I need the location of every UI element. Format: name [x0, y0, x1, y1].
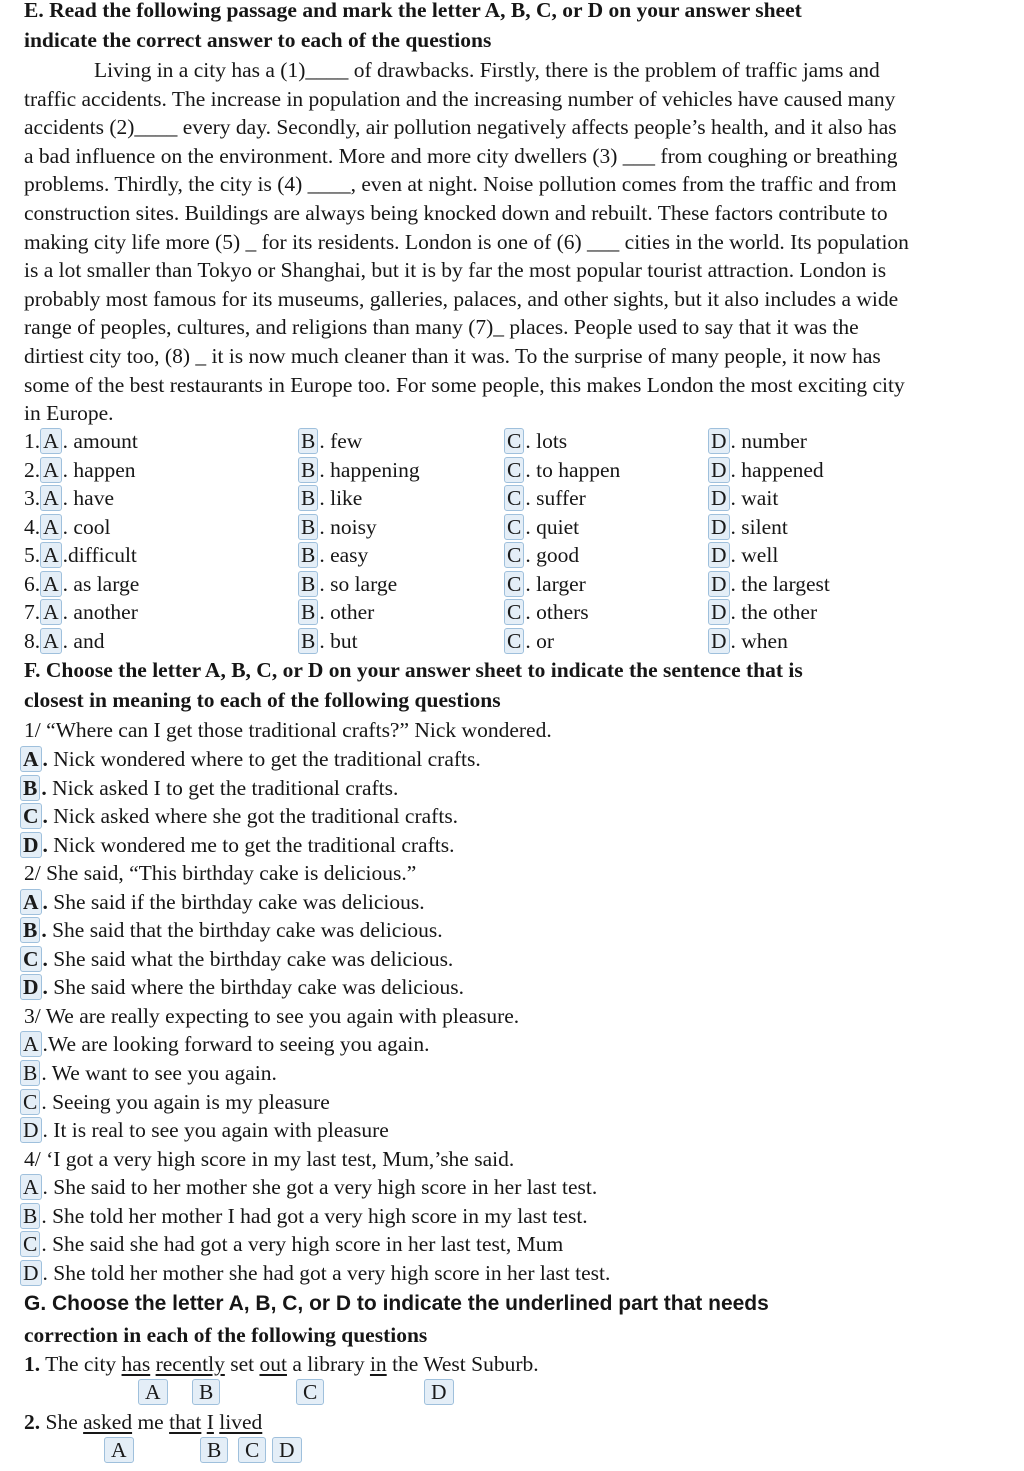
- option-dot: .: [525, 486, 531, 510]
- g-question-1-answer-a[interactable]: [138, 1379, 169, 1405]
- option-letter-c: C: [296, 1379, 324, 1405]
- g-question-1-answer-c[interactable]: [296, 1379, 325, 1405]
- question-row-6-a[interactable]: [24, 570, 139, 598]
- underlined-part-b: that: [169, 1410, 202, 1434]
- option-dot: .: [41, 1204, 47, 1228]
- option-letter-b: B: [20, 775, 40, 801]
- question-row-1-c[interactable]: [504, 427, 567, 455]
- underlined-part-c: I: [206, 1410, 214, 1434]
- option-letter-b: B: [298, 628, 318, 654]
- option-dot: .: [42, 1118, 48, 1142]
- option-text: happened: [741, 458, 824, 482]
- option-letter-a: A: [40, 542, 62, 568]
- option-letter-b: B: [298, 571, 318, 597]
- f-question-1-option-d[interactable]: [20, 831, 454, 859]
- option-text: as large: [73, 572, 140, 596]
- option-letter-c: C: [504, 628, 524, 654]
- option-dot: .: [62, 629, 69, 653]
- option-letter-a: A: [40, 628, 62, 654]
- option-text: She said she had got a very high score in her last test, Mum: [52, 1232, 564, 1256]
- question-row-3-b[interactable]: [298, 484, 362, 512]
- f-question-3-option-a[interactable]: [20, 1030, 429, 1058]
- question-row-2-b[interactable]: [298, 456, 420, 484]
- option-text: She said to her mother she got a very high score in her last test.: [53, 1175, 598, 1199]
- option-letter-c: C: [504, 599, 524, 625]
- option-dot: .: [42, 890, 48, 914]
- option-dot: .: [730, 572, 736, 596]
- passage-line: problems. Thirdly, the city is (4) ____, even at night. Noise pollution comes from the traffic and from: [24, 172, 897, 196]
- question-number: 2.: [24, 1410, 41, 1434]
- question-number: 7.: [24, 600, 41, 624]
- option-dot: .: [525, 572, 531, 596]
- question-number: 2.: [24, 458, 41, 482]
- passage-line: dirtiest city too, (8) _ it is now much cleaner than it was. To the surprise of many people, it now has: [24, 344, 881, 368]
- question-row-8-b[interactable]: [298, 627, 358, 655]
- option-letter-b: B: [298, 599, 318, 625]
- option-text: like: [330, 486, 363, 510]
- passage-line: construction sites. Buildings are always being knocked down and rebuilt. These factors contribute to: [24, 201, 888, 225]
- f-question-4-option-b[interactable]: [20, 1202, 588, 1230]
- option-text: She told her mother I had got a very high score in my last test.: [52, 1204, 588, 1228]
- option-letter-b: B: [20, 917, 40, 943]
- option-text: well: [741, 543, 779, 567]
- question-row-8-c[interactable]: [504, 627, 554, 655]
- option-letter-a: A: [40, 457, 62, 483]
- question-row-5-b[interactable]: [298, 541, 368, 569]
- option-letter-b: B: [298, 428, 318, 454]
- option-dot: .: [42, 804, 48, 828]
- option-letter-d: D: [20, 1117, 42, 1143]
- option-text: happen: [73, 458, 136, 482]
- question-row-3-d[interactable]: [708, 484, 778, 512]
- option-text: amount: [73, 429, 138, 453]
- option-letter-d: D: [424, 1379, 454, 1405]
- option-text: suffer: [536, 486, 586, 510]
- option-letter-b: B: [298, 457, 318, 483]
- option-text: noisy: [330, 515, 377, 539]
- option-letter-a: A: [104, 1437, 134, 1463]
- f-question-1-prompt: 1/ “Where can I get those traditional crafts?” Nick wondered.: [24, 718, 552, 742]
- option-dot: .: [41, 918, 47, 942]
- option-dot: .: [62, 429, 69, 453]
- option-dot: .: [525, 458, 531, 482]
- option-dot: .: [319, 486, 325, 510]
- option-dot: .: [42, 1032, 48, 1056]
- option-text: She said what the birthday cake was delicious.: [53, 947, 454, 971]
- sentence-text: set: [224, 1352, 260, 1376]
- option-dot: .: [41, 776, 47, 800]
- option-dot: .: [62, 543, 69, 567]
- option-letter-d: D: [708, 457, 730, 483]
- option-text: difficult: [68, 543, 137, 567]
- option-dot: .: [42, 947, 48, 971]
- question-row-1-d[interactable]: [708, 427, 807, 455]
- option-text: She said if the birthday cake was delicious.: [53, 890, 425, 914]
- option-text: She said that the birthday cake was delicious.: [52, 918, 443, 942]
- section-f-title-line-1: F. Choose the letter A, B, C, or D on your answer sheet to indicate the sentence that is: [24, 658, 803, 682]
- option-text: and: [73, 629, 105, 653]
- option-letter-a: A: [20, 889, 42, 915]
- option-letter-d: D: [708, 542, 730, 568]
- f-question-3-prompt: 3/ We are really expecting to see you again with pleasure.: [24, 1004, 520, 1028]
- option-text: larger: [536, 572, 586, 596]
- option-text: Nick wondered where to get the traditional crafts.: [53, 747, 481, 771]
- option-text: cool: [73, 515, 111, 539]
- option-letter-a: A: [20, 746, 42, 772]
- f-question-4-prompt: 4/ ‘I got a very high score in my last test, Mum,’she said.: [24, 1147, 515, 1171]
- option-text: We want to see you again.: [51, 1061, 277, 1085]
- option-dot: .: [730, 515, 736, 539]
- question-row-4-a[interactable]: [24, 513, 110, 541]
- question-row-7-a[interactable]: [24, 598, 138, 626]
- option-text: good: [536, 543, 580, 567]
- passage-line: is a lot smaller than Tokyo or Shanghai, but it is by far the most popular tourist attraction. London is: [24, 258, 887, 282]
- option-text: the other: [741, 600, 818, 624]
- question-number: 6.: [24, 572, 41, 596]
- sentence-text: a library: [286, 1352, 370, 1376]
- option-dot: .: [42, 975, 48, 999]
- f-question-3-option-d[interactable]: [20, 1116, 389, 1144]
- f-question-2-option-d[interactable]: [20, 973, 464, 1001]
- option-letter-d: D: [708, 628, 730, 654]
- option-letter-b: B: [298, 485, 318, 511]
- option-dot: .: [525, 543, 531, 567]
- question-row-3-c[interactable]: [504, 484, 586, 512]
- option-dot: .: [730, 458, 736, 482]
- option-text: to happen: [536, 458, 621, 482]
- option-text: She told her mother she had got a very high score in her last test.: [53, 1261, 611, 1285]
- option-text: so large: [330, 572, 398, 596]
- sentence-text: the West Suburb.: [386, 1352, 539, 1376]
- option-text: or: [536, 629, 555, 653]
- sentence-text: The city: [45, 1352, 122, 1376]
- option-letter-c: C: [20, 803, 42, 829]
- option-dot: .: [319, 458, 325, 482]
- passage-line: making city life more (5) _ for its residents. London is one of (6) ___ cities in the world. Its population: [24, 230, 909, 254]
- option-letter-a: A: [40, 514, 62, 540]
- option-dot: .: [730, 429, 736, 453]
- option-letter-b: B: [20, 1060, 40, 1086]
- option-text: wait: [741, 486, 779, 510]
- f-question-4-option-c[interactable]: [20, 1230, 563, 1258]
- option-dot: .: [41, 1090, 47, 1114]
- underlined-part-a: has: [121, 1352, 151, 1376]
- option-letter-d: D: [20, 832, 42, 858]
- option-letter-d: D: [708, 428, 730, 454]
- option-letter-c: C: [504, 428, 524, 454]
- underlined-part-c: out: [259, 1352, 287, 1376]
- question-row-2-d[interactable]: [708, 456, 824, 484]
- option-letter-d: D: [20, 1260, 42, 1286]
- option-text: We are looking forward to seeing you again.: [47, 1032, 430, 1056]
- option-text: number: [741, 429, 807, 453]
- option-dot: .: [41, 1061, 47, 1085]
- question-row-2-c[interactable]: [504, 456, 620, 484]
- option-text: happening: [330, 458, 420, 482]
- option-letter-a: A: [40, 428, 62, 454]
- option-dot: .: [730, 543, 736, 567]
- g-question-1-sentence: [24, 1350, 539, 1378]
- option-dot: .: [730, 629, 736, 653]
- question-number: 3.: [24, 486, 41, 510]
- option-text: Nick wondered me to get the traditional crafts.: [53, 833, 455, 857]
- f-question-2-option-a[interactable]: [20, 888, 425, 916]
- option-letter-c: C: [504, 457, 524, 483]
- option-letter-d: D: [708, 514, 730, 540]
- g-question-1-answer-b[interactable]: [192, 1379, 221, 1405]
- option-dot: .: [319, 600, 325, 624]
- option-dot: .: [319, 629, 325, 653]
- underlined-part-d: in: [369, 1352, 387, 1376]
- question-row-7-d[interactable]: [708, 598, 817, 626]
- g-question-2-answer-d[interactable]: [272, 1437, 303, 1463]
- passage-line: Living in a city has a (1)____ of drawbacks. Firstly, there is the problem of traffic jams and: [94, 58, 880, 82]
- f-question-4-option-a[interactable]: [20, 1173, 597, 1201]
- option-dot: .: [42, 747, 48, 771]
- option-letter-d: D: [272, 1437, 302, 1463]
- option-letter-a: A: [20, 1174, 42, 1200]
- question-row-6-c[interactable]: [504, 570, 586, 598]
- option-dot: .: [319, 429, 325, 453]
- f-question-3-option-b[interactable]: [20, 1059, 277, 1087]
- question-row-1-a[interactable]: [24, 427, 138, 455]
- question-row-7-c[interactable]: [504, 598, 589, 626]
- option-text: easy: [330, 543, 369, 567]
- sentence-text: She: [45, 1410, 84, 1434]
- question-row-2-a[interactable]: [24, 456, 136, 484]
- option-dot: .: [62, 572, 69, 596]
- question-number: 4.: [24, 515, 41, 539]
- option-letter-c: C: [20, 1231, 40, 1257]
- option-text: silent: [741, 515, 788, 539]
- option-text: It is real to see you again with pleasure: [53, 1118, 389, 1142]
- option-letter-a: A: [40, 571, 62, 597]
- section-g-title-line-2: correction in each of the following questions: [24, 1323, 428, 1347]
- question-number: 1.: [24, 429, 41, 453]
- option-text: have: [73, 486, 114, 510]
- option-dot: .: [62, 600, 69, 624]
- option-text: She said where the birthday cake was delicious.: [53, 975, 465, 999]
- passage-line: probably most famous for its museums, galleries, palaces, and other sights, but it also includes a wide: [24, 287, 899, 311]
- option-text: quiet: [536, 515, 580, 539]
- option-letter-c: C: [504, 542, 524, 568]
- option-letter-d: D: [708, 571, 730, 597]
- question-number: 8.: [24, 629, 41, 653]
- option-letter-b: B: [192, 1379, 220, 1405]
- question-number: 1.: [24, 1352, 41, 1376]
- underlined-part-a: asked: [83, 1410, 133, 1434]
- f-question-1-option-a[interactable]: [20, 745, 481, 773]
- option-letter-c: C: [504, 514, 524, 540]
- section-e-title-line-2: indicate the correct answer to each of the questions: [24, 28, 492, 52]
- option-dot: .: [62, 486, 69, 510]
- option-dot: .: [730, 486, 736, 510]
- option-dot: .: [319, 543, 325, 567]
- question-row-4-b[interactable]: [298, 513, 377, 541]
- question-row-8-d[interactable]: [708, 627, 788, 655]
- sentence-text: me: [132, 1410, 170, 1434]
- option-text: others: [536, 600, 589, 624]
- option-letter-b: B: [298, 514, 318, 540]
- question-row-6-d[interactable]: [708, 570, 830, 598]
- g-question-2-sentence: [24, 1408, 262, 1436]
- f-question-2-option-b[interactable]: [20, 916, 443, 944]
- option-letter-a: A: [40, 485, 62, 511]
- option-dot: .: [62, 458, 69, 482]
- option-letter-a: A: [138, 1379, 168, 1405]
- question-row-7-b[interactable]: [298, 598, 374, 626]
- option-dot: .: [525, 629, 531, 653]
- option-letter-b: B: [20, 1203, 40, 1229]
- passage-line: in Europe.: [24, 401, 114, 425]
- f-question-3-option-c[interactable]: [20, 1088, 330, 1116]
- option-dot: .: [525, 600, 531, 624]
- option-letter-c: C: [20, 1089, 40, 1115]
- f-question-2-option-c[interactable]: [20, 945, 453, 973]
- underlined-part-d: lived: [219, 1410, 263, 1434]
- option-dot: .: [730, 600, 736, 624]
- passage-line: accidents (2)____ every day. Secondly, air pollution negatively affects people’s health, and it also has: [24, 115, 897, 139]
- question-number: 5.: [24, 543, 41, 567]
- option-letter-d: D: [708, 599, 730, 625]
- option-letter-b: B: [200, 1437, 228, 1463]
- option-text: Nick asked I to get the traditional crafts.: [52, 776, 399, 800]
- g-question-2-answer-b[interactable]: [200, 1437, 229, 1463]
- option-text: few: [330, 429, 363, 453]
- f-question-1-option-b[interactable]: [20, 774, 398, 802]
- question-row-5-a[interactable]: [24, 541, 137, 569]
- section-e-title-line-1: E. Read the following passage and mark the letter A, B, C, or D on your answer sheet: [24, 0, 802, 22]
- option-dot: .: [42, 833, 48, 857]
- option-letter-b: B: [298, 542, 318, 568]
- section-g-title-line-1: G. Choose the letter A, B, C, or D to indicate the underlined part that needs: [24, 1292, 769, 1315]
- question-row-4-d[interactable]: [708, 513, 788, 541]
- option-letter-d: D: [708, 485, 730, 511]
- option-letter-a: A: [40, 599, 62, 625]
- question-row-4-c[interactable]: [504, 513, 579, 541]
- passage-line: range of peoples, cultures, and religions than many (7)_ places. People used to say that it was the: [24, 315, 859, 339]
- question-row-6-b[interactable]: [298, 570, 397, 598]
- g-question-2-answer-a[interactable]: [104, 1437, 135, 1463]
- option-dot: .: [319, 572, 325, 596]
- option-dot: .: [41, 1232, 47, 1256]
- option-dot: .: [42, 1261, 48, 1285]
- f-question-4-option-d[interactable]: [20, 1259, 610, 1287]
- option-letter-d: D: [20, 974, 42, 1000]
- option-text: Seeing you again is my pleasure: [52, 1090, 330, 1114]
- option-text: lots: [536, 429, 568, 453]
- option-text: another: [73, 600, 138, 624]
- question-row-1-b[interactable]: [298, 427, 362, 455]
- question-row-5-d[interactable]: [708, 541, 778, 569]
- question-row-8-a[interactable]: [24, 627, 104, 655]
- underlined-part-b: recently: [155, 1352, 225, 1376]
- f-question-2-prompt: 2/ She said, “This birthday cake is delicious.”: [24, 861, 417, 885]
- g-question-2-answer-c[interactable]: [238, 1437, 267, 1463]
- option-letter-a: A: [20, 1031, 42, 1057]
- option-dot: .: [62, 515, 69, 539]
- option-text: but: [330, 629, 358, 653]
- question-row-5-c[interactable]: [504, 541, 579, 569]
- option-letter-c: C: [504, 571, 524, 597]
- option-dot: .: [319, 515, 325, 539]
- option-dot: .: [42, 1175, 48, 1199]
- option-dot: .: [525, 515, 531, 539]
- option-text: other: [330, 600, 375, 624]
- g-question-1-answer-d[interactable]: [424, 1379, 455, 1405]
- option-letter-c: C: [238, 1437, 266, 1463]
- question-row-3-a[interactable]: [24, 484, 114, 512]
- option-letter-c: C: [504, 485, 524, 511]
- option-text: when: [741, 629, 788, 653]
- passage-line: traffic accidents. The increase in population and the increasing number of vehicles have caused many: [24, 87, 896, 111]
- option-dot: .: [525, 429, 531, 453]
- passage-line: some of the best restaurants in Europe too. For some people, this makes London the most exciting city: [24, 373, 905, 397]
- section-f-title-line-2: closest in meaning to each of the following questions: [24, 688, 501, 712]
- passage-line: a bad influence on the environment. More and more city dwellers (3) ___ from coughing or breathing: [24, 144, 898, 168]
- option-text: Nick asked where she got the traditional crafts.: [53, 804, 459, 828]
- option-text: the largest: [741, 572, 830, 596]
- f-question-1-option-c[interactable]: [20, 802, 458, 830]
- option-letter-c: C: [20, 946, 42, 972]
